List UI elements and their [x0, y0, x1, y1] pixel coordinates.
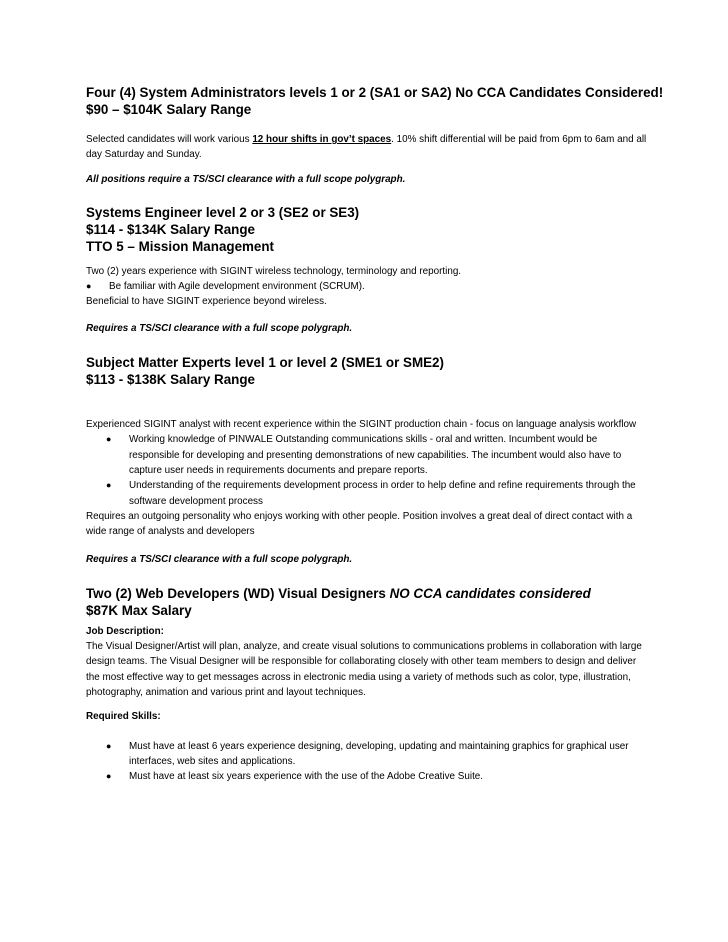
sme-experience: Experienced SIGINT analyst with recent experience within the SIGINT production chain - focus on language analysis workflow [86, 419, 637, 431]
wd-job-description-label: Job Description: [86, 625, 164, 637]
sa-requirement: All positions require a TS/SCI clearance with a full scope polygraph. [86, 173, 406, 185]
se-tto: TTO 5 – Mission Management [86, 238, 275, 254]
bullet-icon: ● [106, 771, 112, 782]
section-systems-engineer [86, 204, 648, 336]
bullet-icon: ● [86, 281, 92, 292]
list-item [86, 478, 648, 509]
sa-salary: $90 – $104K Salary Range [86, 102, 252, 117]
sme-requirement: Requires a TS/SCI clearance with a full scope polygraph. [86, 554, 353, 566]
wd-job-description: The Visual Designer/Artist will plan, analyze, and create visual solutions to communications problems in collaboration with large design teams. The Visual Designer will be responsible for collaborating closely with other team members to design and deliver the most effective way to get messages across in electronic media using a variety of methods such as color, type, illustration, photography, animation and various print and layout techniques. [86, 641, 642, 698]
document-page [86, 84, 664, 784]
list-item [66, 279, 648, 294]
wd-skill-text: Must have at least six years experience with the use of the Adobe Creative Suite. [129, 771, 484, 783]
se-beneficial: Beneficial to have SIGINT experience beyond wireless. [86, 296, 327, 308]
section-subject-matter-experts [86, 354, 648, 568]
sa-title: Four (4) System Administrators levels 1 or 2 (SA1 or SA2) No CCA Candidates Considered! [86, 85, 664, 100]
wd-title-text: Two (2) Web Developers (WD) Visual Designers [86, 585, 390, 601]
sme-personality: Requires an outgoing personality who enjoys working with other people. Position involves a great deal of direct contact with a wide range of analysts and developers [86, 510, 633, 538]
list-item [86, 432, 648, 478]
sme-bullet-list [86, 432, 648, 508]
wd-skills-list [86, 739, 648, 785]
wd-title-note: NO CCA candidates considered [389, 585, 591, 601]
sme-bullet-text: Working knowledge of PINWALE Outstanding communications skills - oral and written. Incumbent would be responsible for developing and presenting demonstrations of new capabilities. The incumbent would also have to capture user needs in requirements documents and prepare reports. [129, 434, 622, 476]
sa-desc-part1: Selected candidates will work various [86, 134, 253, 145]
se-title: Systems Engineer level 2 or 3 (SE2 or SE3) [86, 204, 360, 220]
bullet-icon: ● [106, 740, 112, 751]
sa-description [86, 132, 648, 163]
se-experience: Two (2) years experience with SIGINT wireless technology, terminology and reporting. [86, 265, 462, 277]
sme-bullet-text: Understanding of the requirements development process in order to help define and refine requirements through the software development process [129, 480, 636, 507]
wd-salary: $87K Max Salary [86, 602, 192, 618]
wd-required-skills-label: Required Skills: [86, 711, 161, 723]
se-bullet-list [66, 279, 648, 294]
sa-desc-underlined: 12 hour shifts in gov’t spaces [252, 134, 392, 145]
se-salary: $114 - $134K Salary Range [86, 221, 255, 237]
section-system-administrators [86, 84, 664, 187]
sme-salary: $113 - $138K Salary Range [86, 372, 255, 388]
se-bullet-text: Be familiar with Agile development environment (SCRUM). [109, 281, 365, 293]
sme-title: Subject Matter Experts level 1 or level 2 (SME1 or SME2) [86, 355, 444, 371]
bullet-icon: ● [106, 480, 112, 491]
wd-title [86, 585, 648, 602]
se-requirement: Requires a TS/SCI clearance with a full scope polygraph. [86, 322, 353, 334]
sa-desc-part2: . 10% shift differential will be paid from 6pm to 6am and all day Saturday and Sunday. [86, 134, 647, 161]
list-item [86, 739, 648, 770]
section-web-developers [86, 585, 648, 785]
list-item [86, 769, 648, 784]
bullet-icon: ● [106, 434, 112, 445]
wd-skill-text: Must have at least 6 years experience designing, developing, updating and maintaining graphics for graphical user interfaces, web sites and applications. [129, 740, 629, 767]
